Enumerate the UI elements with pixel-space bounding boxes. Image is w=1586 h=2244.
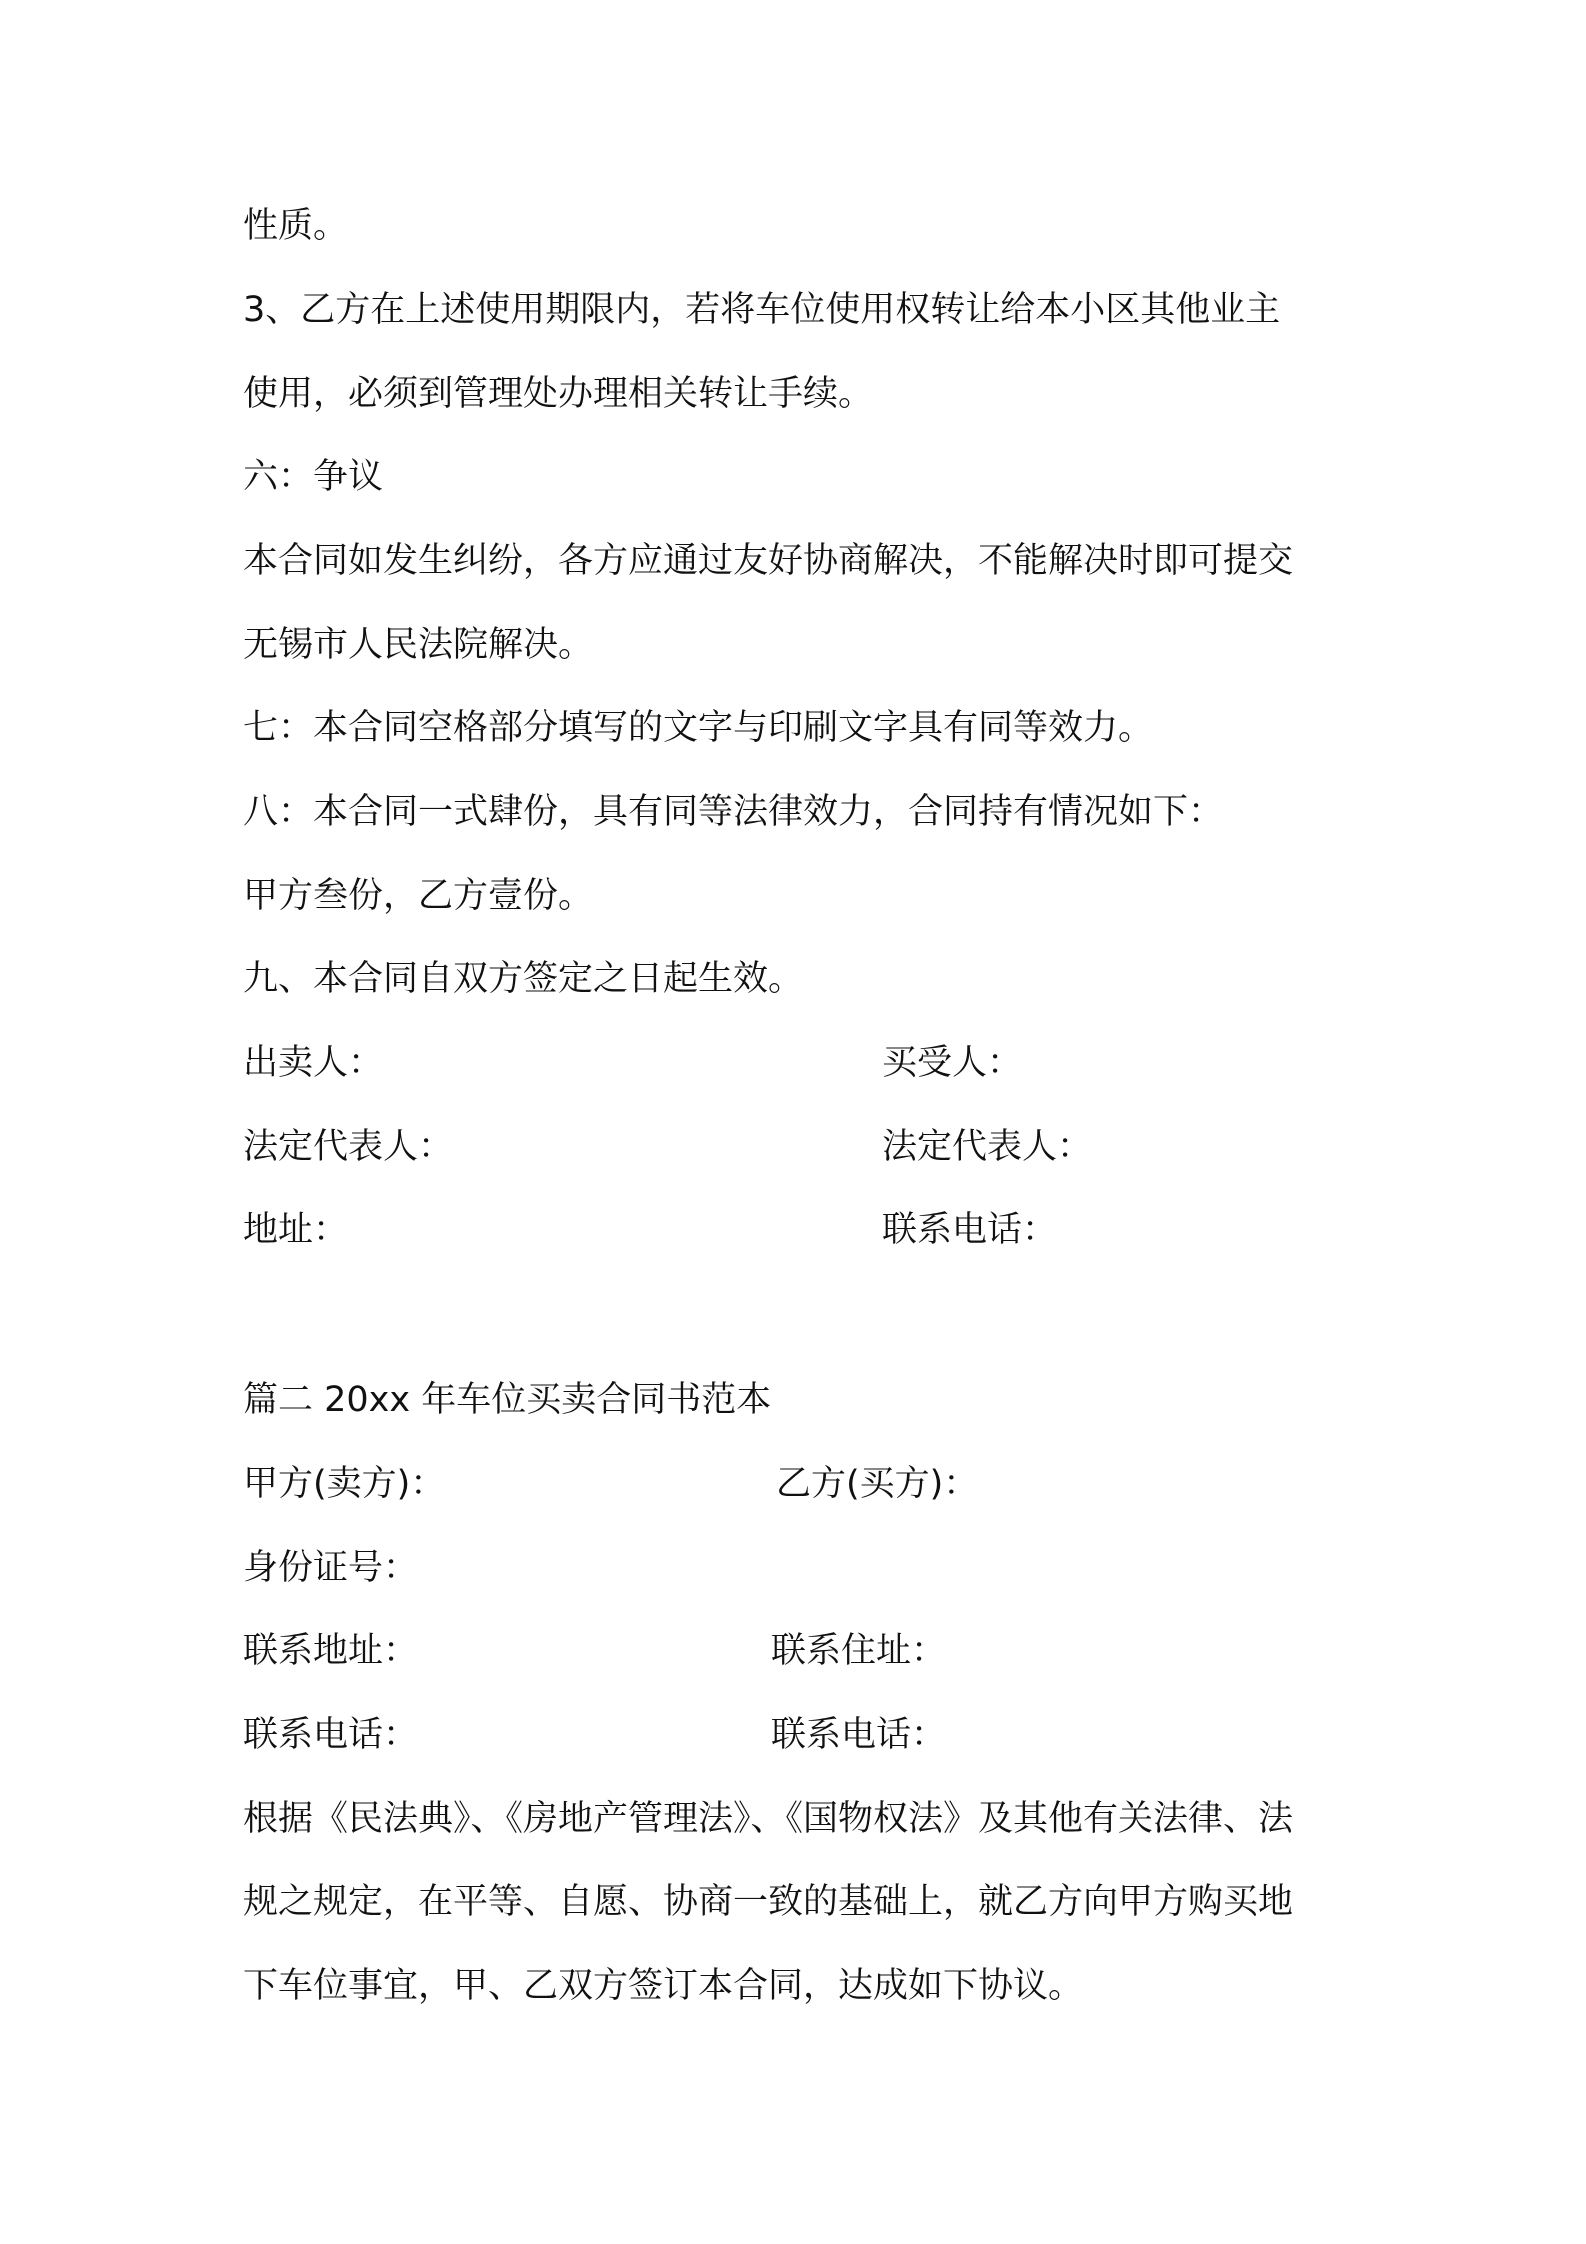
section-heading: 八：本合同一式肆份，具有同等法律效力，合同持有情况如下： — [243, 792, 1224, 832]
buyer-rep-label: 法定代表人： — [882, 1127, 1093, 1167]
id-number-label: 身份证号： — [243, 1548, 419, 1588]
paragraph-line: 甲方叁份，乙方壹份。 — [243, 876, 594, 916]
paragraph-line: 性质。 — [243, 206, 349, 246]
party-a-phone-label: 联系电话： — [243, 1715, 419, 1755]
paragraph-line: 无锡市人民法院解决。 — [243, 625, 594, 665]
paragraph-line: 使用，必须到管理处办理相关转让手续。 — [243, 374, 874, 414]
paragraph-line: 规之规定，在平等、自愿、协商一致的基础上，就乙方向甲方购买地 — [243, 1882, 1294, 1922]
seller-address-label: 地址： — [243, 1210, 349, 1250]
party-b-label: 乙方(买方)： — [776, 1464, 979, 1504]
paragraph-line: 3、乙方在上述使用期限内，若将车位使用权转让给本小区其他业主 — [243, 290, 1281, 330]
seller-rep-label: 法定代表人： — [243, 1127, 454, 1167]
party-b-address-label: 联系住址： — [771, 1631, 947, 1671]
party-b-phone-label: 联系电话： — [771, 1715, 947, 1755]
section-heading: 六：争议 — [243, 457, 384, 497]
seller-label: 出卖人： — [243, 1043, 384, 1083]
section-heading: 七：本合同空格部分填写的文字与印刷文字具有同等效力。 — [243, 708, 1154, 748]
section-heading: 九、本合同自双方签定之日起生效。 — [243, 959, 804, 999]
buyer-label: 买受人： — [882, 1043, 1023, 1083]
document-title: 篇二 20xx 年车位买卖合同书范本 — [243, 1380, 772, 1420]
paragraph-line: 根据《民法典》、《房地产管理法》、《国物权法》及其他有关法律、法 — [243, 1799, 1294, 1839]
party-a-address-label: 联系地址： — [243, 1631, 419, 1671]
paragraph-line: 下车位事宜，甲、乙双方签订本合同，达成如下协议。 — [243, 1966, 1084, 2006]
party-a-label: 甲方(卖方)： — [243, 1464, 446, 1504]
paragraph-line: 本合同如发生纠纷，各方应通过友好协商解决，不能解决时即可提交 — [243, 541, 1294, 581]
buyer-phone-label: 联系电话： — [882, 1210, 1058, 1250]
